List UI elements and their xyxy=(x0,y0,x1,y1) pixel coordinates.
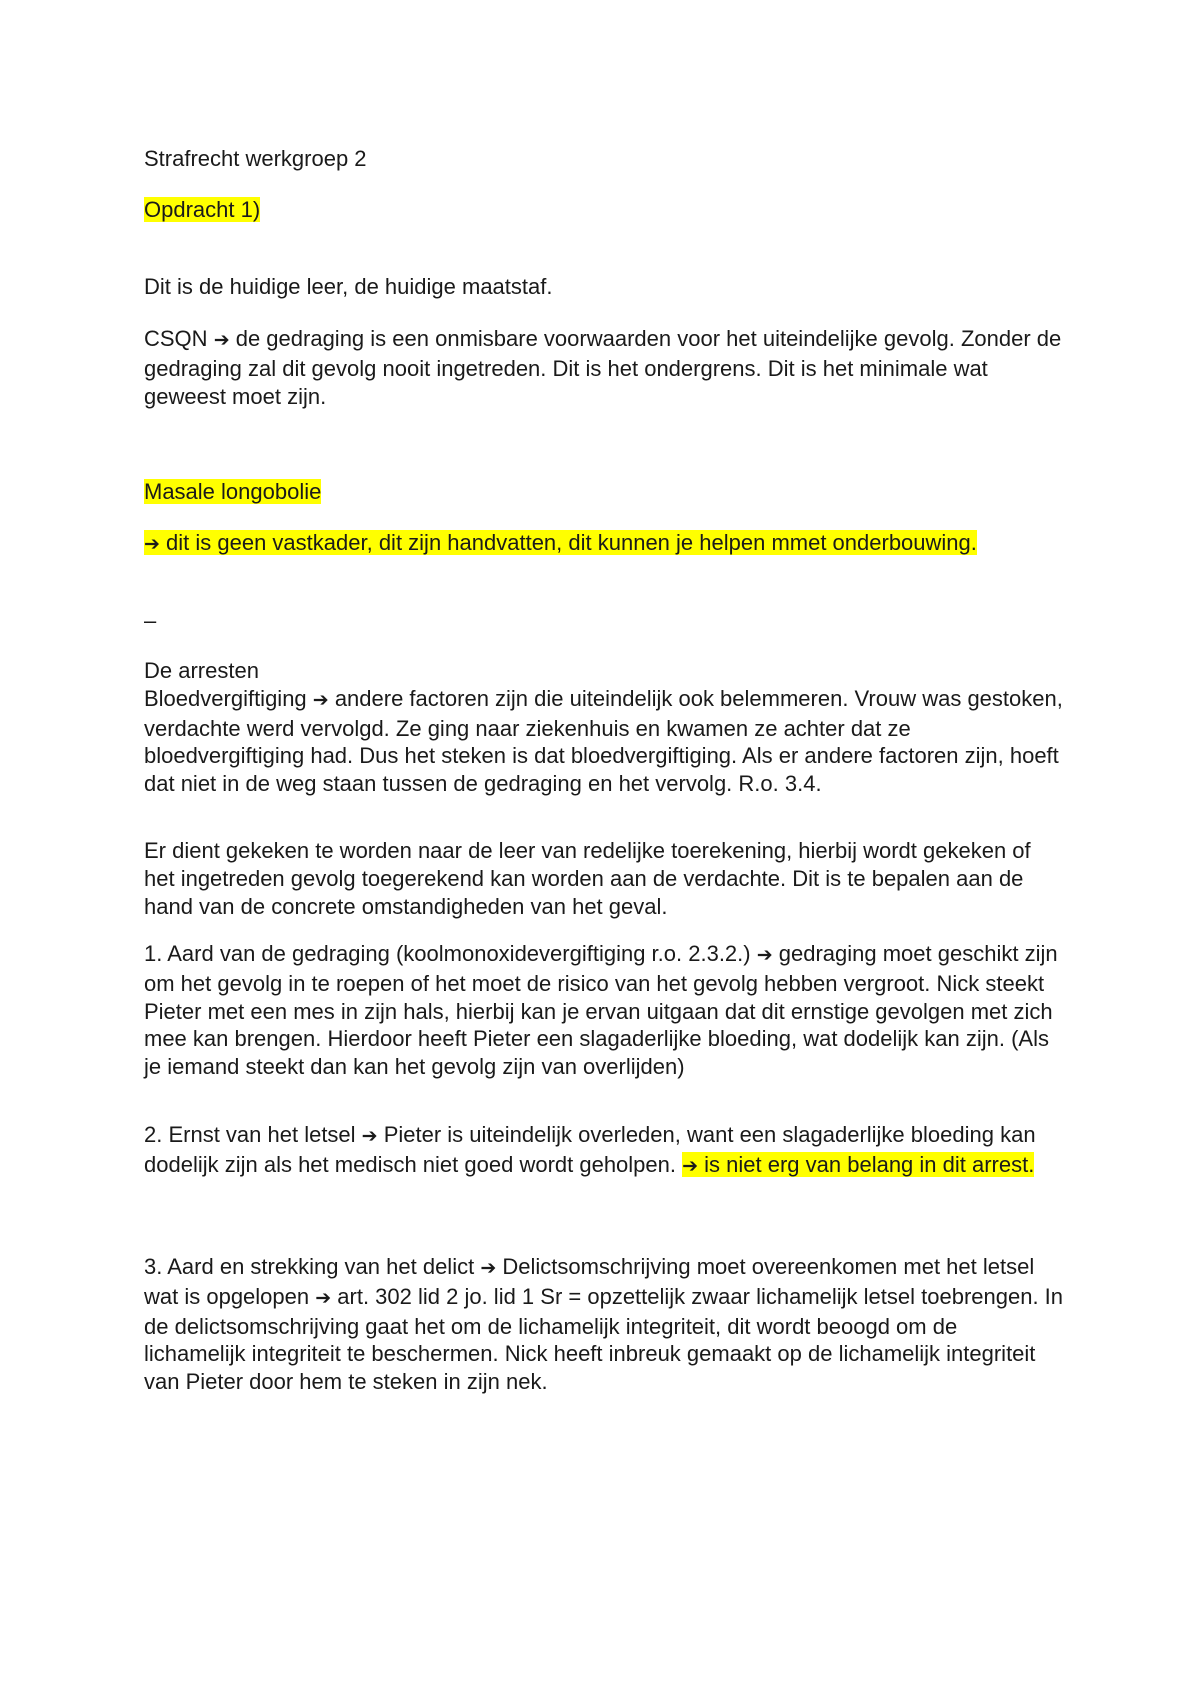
arrow-right-icon: ➔ xyxy=(312,688,329,711)
document-title: Strafrecht werkgroep 2 xyxy=(144,146,367,171)
highlighted-heading-masale: Masale longobolie xyxy=(144,479,322,504)
intro-paragraph: Dit is de huidige leer, de huidige maatstaf. xyxy=(144,274,553,299)
assignment-heading: Opdracht 1) xyxy=(144,197,261,222)
arrow-right-icon: ➔ xyxy=(315,1286,332,1309)
csqn-paragraph: CSQN ➔ de gedraging is een onmisbare voorwaarden voor het uiteindelijke gevolg. Zonder de gedraging zal dit gevolg nooit ingetreden. Dit is het ondergrens. Dit is het minimale wat geweest moet zijn. xyxy=(144,326,1062,409)
arrow-right-icon: ➔ xyxy=(144,533,160,555)
point-3-paragraph: 3. Aard en strekking van het delict ➔ Delictsomschrijving moet overeenkomen met het letsel wat is opgelopen ➔ art. 302 lid 2 jo. lid 1 Sr = opzettelijk zwaar lichamelijk letsel toebrengen. In de delictsomschrijving gaat het om de lichamelijk integriteit, dit wordt beoogd om de lichamelijk integriteit te beschermen. Nick heeft inbreuk gemaakt op de lichamelijk integriteit van Pieter door hem te steken in zijn nek. xyxy=(144,1254,1064,1395)
dash-separator: – xyxy=(144,608,157,633)
highlighted-note xyxy=(144,529,1064,559)
arrow-right-icon: ➔ xyxy=(756,944,773,966)
point-2-highlight: ➔ is niet erg van belang in dit arrest. xyxy=(682,1151,1035,1177)
arresten-paragraph: De arresten Bloedvergiftiging ➔ andere factoren zijn die uiteindelijk ook belemmeren. Vrouw was gestoken, verdachte werd vervolgd. Ze ging naar ziekenhuis en kwamen ze achter dat ze bloedvergiftiging had. Dus het steken is dat bloedvergiftiging. Als er andere factoren zijn, hoeft dat niet in de weg staan tussen de gedraging en het vervolg. R.o. 3.4. xyxy=(144,658,1063,797)
point-2-paragraph: 2. Ernst van het letsel ➔ Pieter is uiteindelijk overleden, want een slagaderlijke bloeding kan dodelijk zijn als het medisch niet goed wordt geholpen. ➔ is niet erg van belang in dit arrest. xyxy=(144,1122,1036,1177)
arrow-right-icon: ➔ xyxy=(213,329,230,351)
arrow-right-icon: ➔ xyxy=(682,1154,699,1177)
note-highlight: ➔ dit is geen vastkader, dit zijn handvatten, dit kunnen je helpen mmet onderbouwing. xyxy=(144,530,977,555)
arrow-right-icon: ➔ xyxy=(480,1257,497,1279)
arrow-right-icon: ➔ xyxy=(361,1125,378,1147)
arresten-heading: De arresten xyxy=(144,658,259,683)
toerekening-paragraph: Er dient gekeken te worden naar de leer van redelijke toerekening, hierbij wordt gekeken of het ingetreden gevolg toegerekend kan worden aan de verdachte. Dit is te bepalen aan de hand van de concrete omstandigheden van het geval. xyxy=(144,838,1031,919)
point-1-paragraph: 1. Aard van de gedraging (koolmonoxidevergiftiging r.o. 2.3.2.) ➔ gedraging moet geschikt zijn om het gevolg in te roepen of het moet de risico van het gevolg hebben vergroot. Nick steekt Pieter met een mes in zijn hals, hierbij kan je ervan uitgaan dat dit ernstige gevolgen met zich mee kan brengen. Hierdoor heeft Pieter een slagaderlijke bloeding, wat dodelijk kan zijn. (Als je iemand steekt dan kan het gevolg zijn van overlijden) xyxy=(144,941,1058,1080)
